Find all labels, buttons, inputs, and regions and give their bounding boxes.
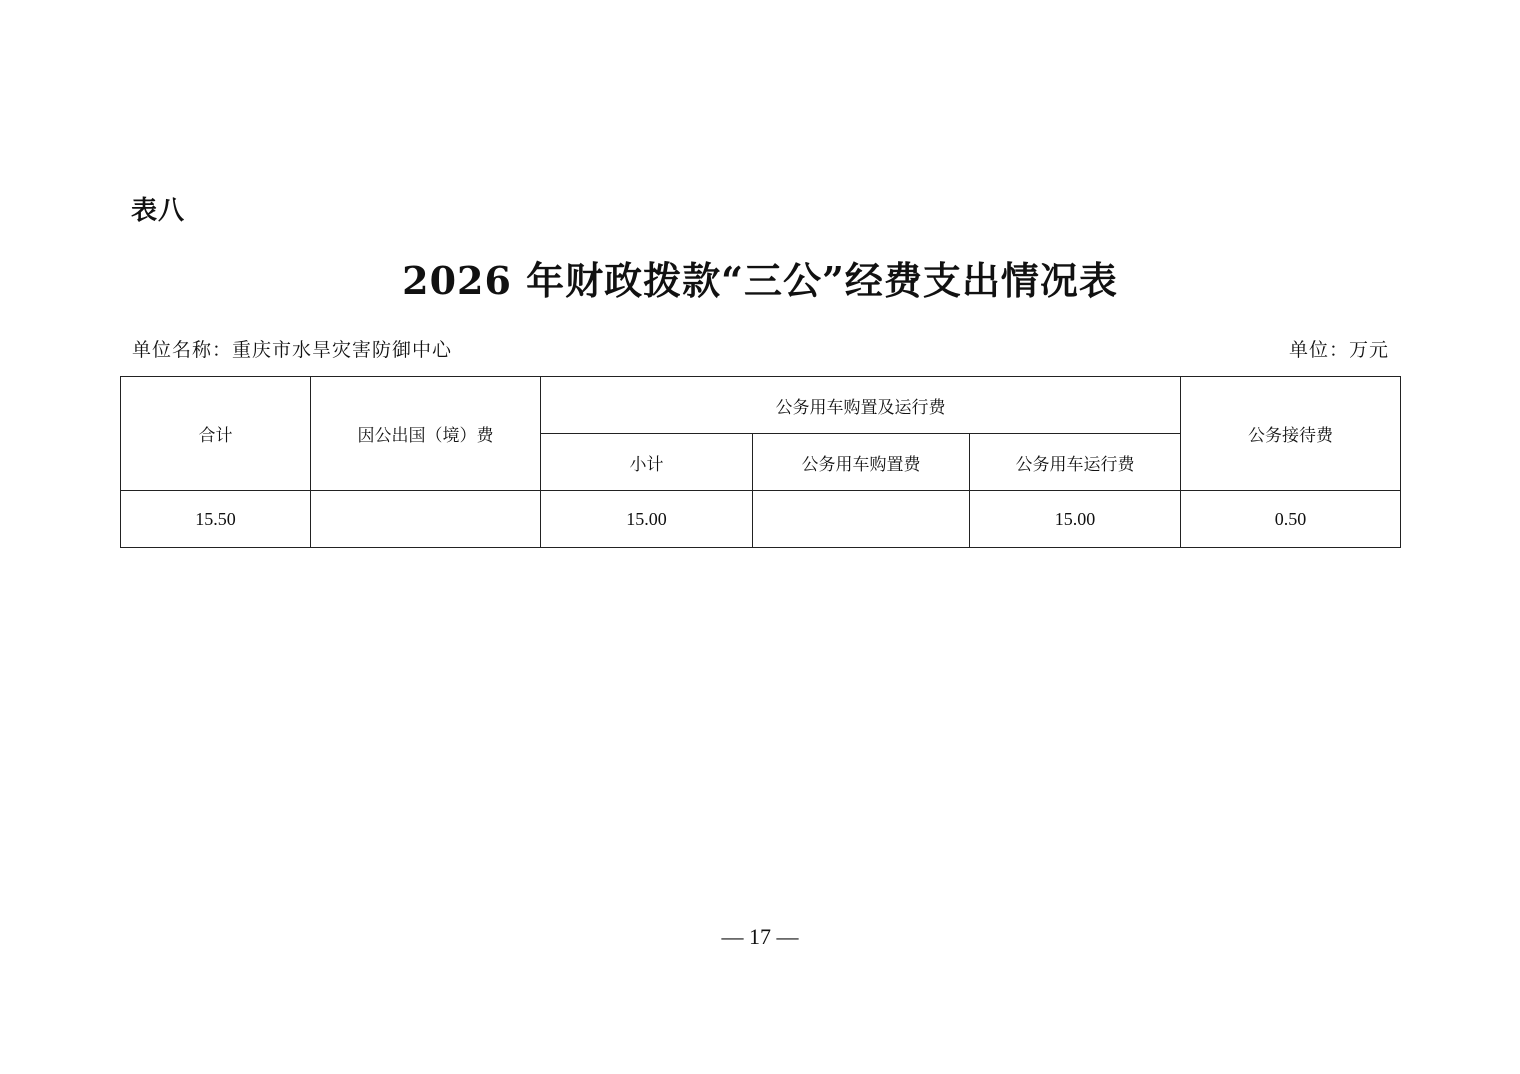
header-vehicle-purchase: 公务用车购置费 <box>753 434 970 491</box>
cell-overseas <box>311 491 541 548</box>
currency-unit: 单位：万元 <box>1288 339 1389 361</box>
table-label: 表八 <box>131 196 186 226</box>
header-subtotal: 小计 <box>541 434 753 491</box>
header-vehicle-operation: 公务用车运行费 <box>970 434 1181 491</box>
expense-table <box>120 376 1401 548</box>
header-overseas: 因公出国（境）费 <box>311 377 541 491</box>
cell-total: 15.50 <box>121 491 311 548</box>
unit-name: 单位名称：重庆市水旱灾害防御中心 <box>132 339 453 361</box>
page-number: — 17 — <box>721 924 799 949</box>
cell-vehicle-purchase <box>753 491 970 548</box>
header-reception: 公务接待费 <box>1181 377 1401 491</box>
cell-vehicle-operation: 15.00 <box>970 491 1181 548</box>
cell-subtotal: 15.00 <box>541 491 753 548</box>
cell-reception: 0.50 <box>1181 491 1401 548</box>
header-total: 合计 <box>121 377 311 491</box>
page-title: 2026 年财政拨款“三公”经费支出情况表 <box>402 258 1118 303</box>
header-vehicle-group: 公务用车购置及运行费 <box>541 377 1181 434</box>
table-row <box>121 491 1401 548</box>
